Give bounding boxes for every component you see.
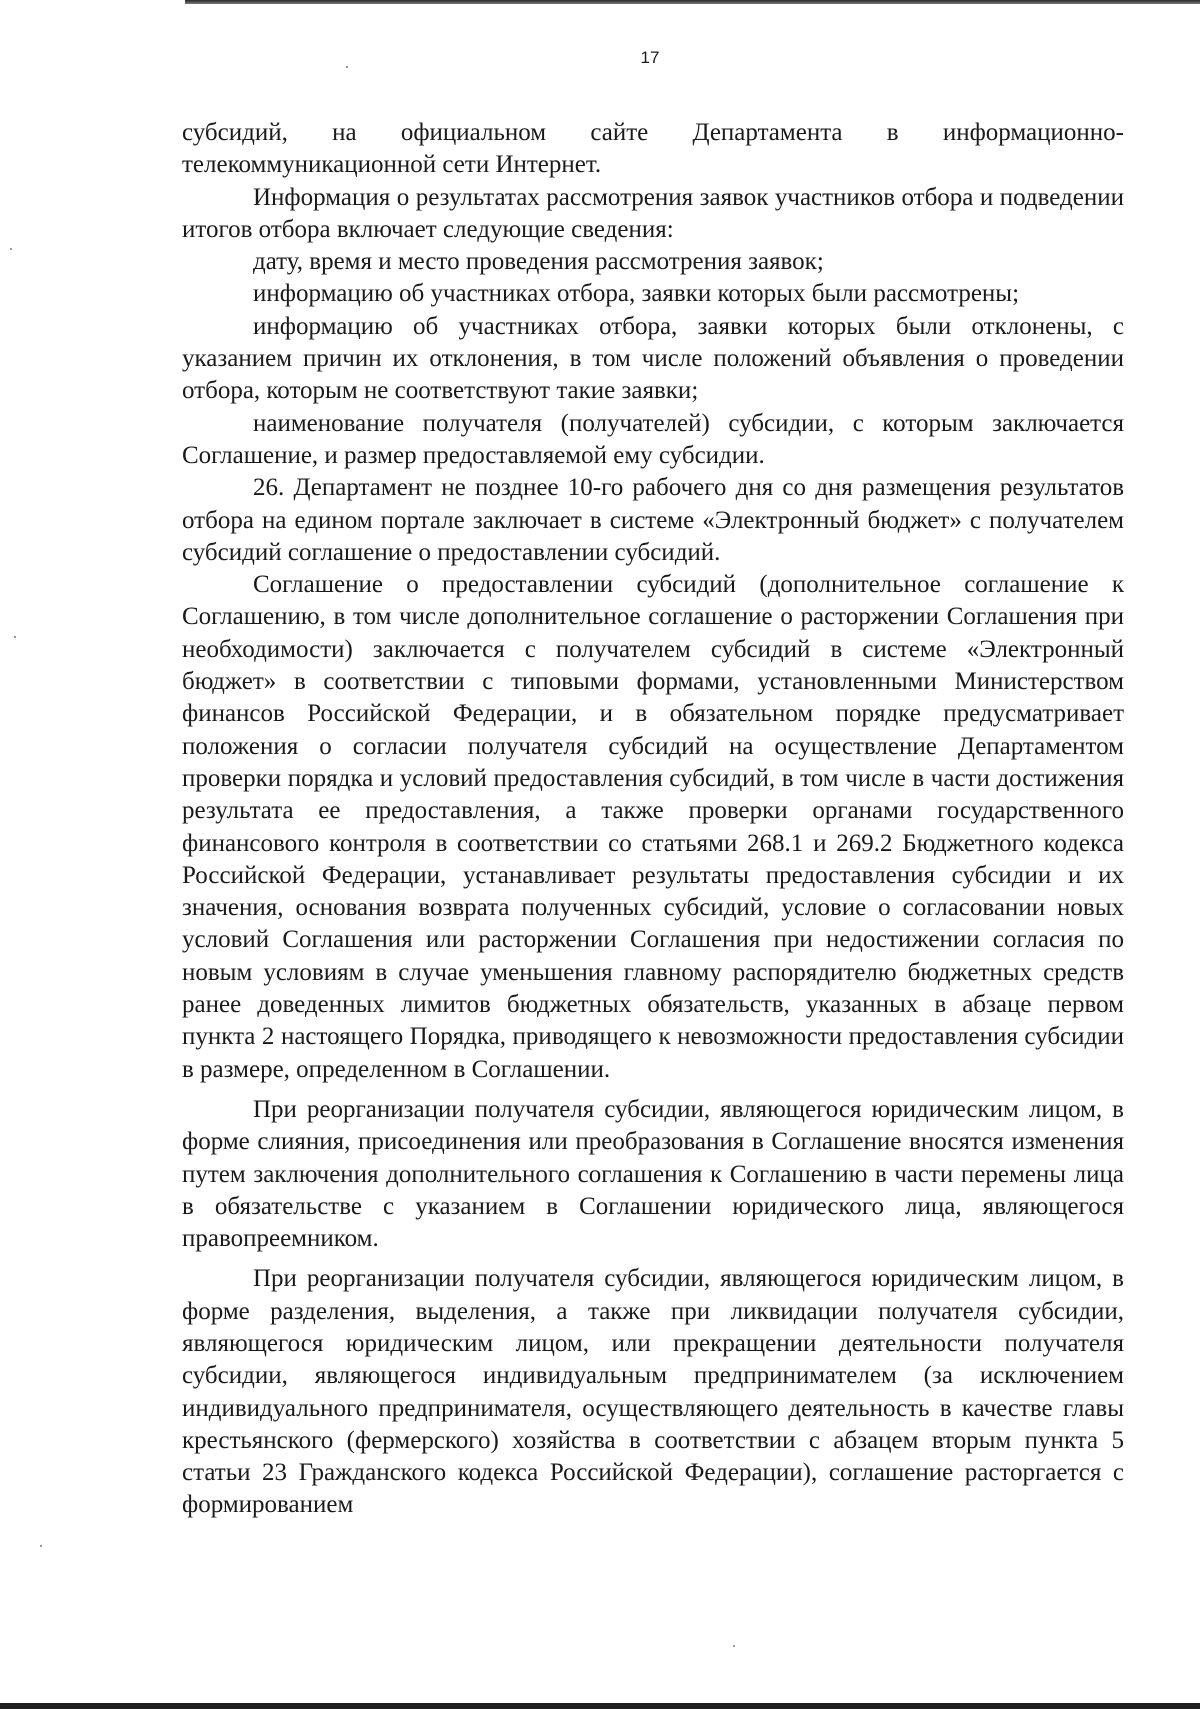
paragraph-item-26: 26. Департамент не позднее 10-го рабочего дня со дня размещения результатов отбора на едином портале заключает в системе «Электронный бюджет» с получателем субсидий соглашение о предоставлении субсидий. (182, 474, 1124, 566)
list-item-reviewed-participants: информацию об участниках отбора, заявки которых были рассмотрены; (253, 280, 1020, 308)
list-item-date-time: дату, время и место проведения рассмотрения заявок; (253, 248, 824, 276)
scan-speck (733, 1645, 735, 1647)
top-scan-edge (185, 0, 1200, 4)
paragraph-agreement-terms: Соглашение о предоставлении субсидий (дополнительное соглашение к Соглашению, в том числе дополнительное соглашение о расторжении Соглашения при необходимости) заключается с получателем субсидий в системе «Электронный бюджет» в соответствии с типовыми формами, установленными Министерством финансов Российской Федерации, и в обязательном порядке предусматривает положения о согласии получателя субсидий на осуществление Департаментом проверки порядка и условий предоставления субсидий, в том числе в части достижения результата ее предоставления, а также проверки органами государственного финансового контроля в соответствии со статьями 268.1 и 269.2 Бюджетного кодекса Российской Федерации, устанавливает результаты предоставления субсидии и их значения, основания возврата полученных субсидий, условие о согласовании новых условий Соглашения или расторжении Соглашения при недостижении согласия по новым условиям в случае уменьшения главному распорядителю бюджетных средств ранее доведенных лимитов бюджетных обязательств, указанных в абзаце первом пункта 2 настоящего Порядка, приводящего к невозможности предоставления субсидии в размере, определенном в Соглашении. (182, 571, 1124, 1083)
scan-speck (14, 636, 16, 638)
list-item-recipient-name: наименование получателя (получателей) субсидии, с которым заключается Соглашение, и размер предоставляемой ему субсидии. (182, 409, 1124, 469)
document-body (182, 117, 1124, 1522)
list-item-rejected-participants: информацию об участниках отбора, заявки которых были отклонены, с указанием причин их отклонения, в том числе положений объявления о проведении отбора, которым не соответствуют такие заявки; (182, 312, 1124, 405)
scan-speck (40, 1545, 42, 1547)
paragraph-results-info: Информация о результатах рассмотрения заявок участников отбора и подведении итогов отбора включает следующие сведения: (182, 183, 1124, 243)
paragraph-continuation: субсидий, на официальном сайте Департамента в информационно-телекоммуникационной сети Интернет. (182, 119, 1124, 179)
page-number: 17 (640, 48, 660, 67)
scan-speck (346, 66, 348, 68)
scan-speck (10, 248, 12, 250)
bottom-scan-edge (0, 1703, 1200, 1709)
paragraph-reorganization-division: При реорганизации получателя субсидии, являющегося юридическим лицом, в форме разделения, выделения, а также при ликвидации получателя субсидии, являющегося юридическим лицом, или прекращении деятельности получателя субсидии, являющегося индивидуальным предпринимателем (за исключением индивидуального предпринимателя, осуществляющего деятельность в качестве главы крестьянского (фермерского) хозяйства в соответствии с абзацем вторым пункта 5 статьи 23 Гражданского кодекса Российской Федерации), соглашение расторгается с формированием (182, 1265, 1124, 1519)
paragraph-reorganization-merger: При реорганизации получателя субсидии, являющегося юридическим лицом, в форме слияния, присоединения или преобразования в Соглашение вносятся изменения путем заключения дополнительного соглашения к Соглашению в части перемены лица в обязательстве с указанием в Соглашении юридического лица, являющегося правопреемником. (182, 1095, 1124, 1253)
